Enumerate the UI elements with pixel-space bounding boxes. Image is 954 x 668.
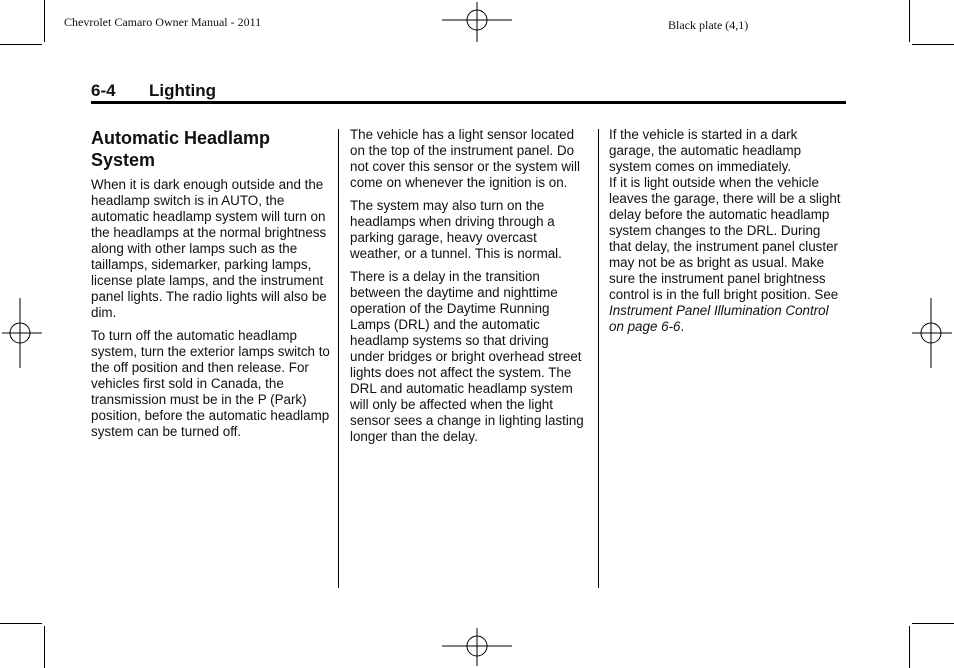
paragraph: There is a delay in the transition between the daytime and nighttime operation of the Daytime Running Lamps (DRL) and the automatic headlamp systems so that driving under bridges or bright overhead street lights does not affect the system. The DRL and automatic headlamp system will only be affected when the light sensor sees a change in lighting lasting longer than the delay. [350, 269, 584, 444]
paragraph: The system may also turn on the headlamps when driving through a parking garage, heavy overcast weather, or a tunnel. This is normal. [350, 198, 562, 261]
crop-mark [0, 44, 42, 45]
column-divider [338, 129, 339, 588]
cross-reference-link[interactable]: Instrument Panel Illumination Control on page 6‑6 [609, 303, 829, 334]
header-left: Chevrolet Camaro Owner Manual - 2011 [64, 15, 262, 29]
crop-mark [44, 0, 45, 42]
paragraph-text: If it is light outside when the vehicle leaves the garage, there will be a slight delay before the automatic headlamp system changes to the DRL. During that delay, the instrument panel cluster may not be as bright as usual. Make sure the instrument panel brightness control is in the full bright position. See [609, 175, 841, 302]
paragraph: If the vehicle is started in a dark garage, the automatic headlamp system comes on immediately. [609, 127, 802, 174]
column-divider [598, 129, 599, 588]
registration-mark-left [0, 296, 44, 370]
column-2 [350, 127, 586, 452]
header-right: Black plate (4,1) [668, 18, 749, 32]
article-title [91, 127, 331, 171]
crop-mark [44, 626, 45, 668]
crop-mark [909, 626, 910, 668]
article-title-line1: Automatic Headlamp [91, 128, 271, 148]
section-name: Lighting [149, 81, 217, 100]
crop-mark [909, 0, 910, 42]
paragraph: The vehicle has a light sensor located on the top of the instrument panel. Do not cover this sensor or the system will come on whenever the ignition is on. [350, 127, 580, 190]
crop-mark [912, 44, 954, 45]
registration-mark-top [440, 0, 514, 44]
paragraph: To turn off the automatic headlamp system, turn the exterior lamps switch to the off position and then release. For vehicles first sold in Canada, the transmission must be in the P (Park) position, before the automatic headlamp system can be turned off. [91, 328, 330, 439]
crop-mark [0, 623, 42, 624]
paragraph-text-end: . [680, 319, 685, 334]
registration-mark-right [910, 296, 954, 370]
column-3 [609, 127, 845, 342]
paragraph: When it is dark enough outside and the headlamp switch is in AUTO, the automatic headlamp system will turn on the headlamps at the normal brightness along with other lamps such as the taillamps, sidemarker, parking lamps, license plate lamps, and the instrument panel lights. The radio lights will also be dim. [91, 177, 327, 320]
registration-mark-bottom [440, 626, 514, 668]
paragraph [609, 175, 845, 335]
article-title-line2: System [91, 150, 156, 170]
section-number: 6-4 [91, 81, 116, 100]
column-1 [91, 127, 331, 447]
section-rule [91, 101, 846, 104]
crop-mark [912, 623, 954, 624]
